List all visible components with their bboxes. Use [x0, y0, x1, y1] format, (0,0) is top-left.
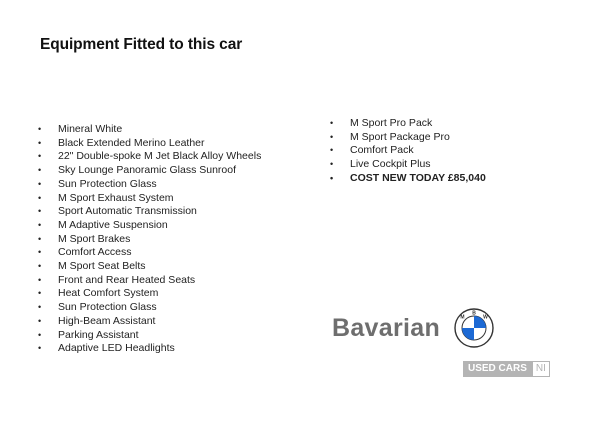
equipment-item-label: Adaptive LED Headlights — [58, 342, 175, 355]
equipment-item-label: M Sport Package Pro — [350, 130, 450, 143]
svg-text:M: M — [460, 314, 465, 321]
badge-region: NI — [532, 361, 550, 377]
bullet-icon: • — [38, 151, 42, 162]
equipment-item-label: High-Beam Assistant — [58, 314, 156, 327]
equipment-item — [330, 131, 486, 145]
equipment-item — [38, 287, 261, 301]
bullet-icon: • — [38, 137, 42, 148]
bullet-icon: • — [38, 274, 42, 285]
equipment-item — [38, 260, 261, 274]
equipment-item-label: M Sport Exhaust System — [58, 191, 174, 204]
equipment-item — [330, 172, 486, 186]
bullet-icon: • — [38, 124, 42, 134]
equipment-item — [38, 329, 261, 343]
svg-text:W: W — [483, 314, 488, 321]
svg-text:B: B — [472, 310, 476, 317]
equipment-item-label: M Sport Pro Pack — [350, 117, 433, 129]
bullet-icon: • — [38, 247, 42, 258]
equipment-item — [38, 137, 261, 151]
bullet-icon: • — [38, 315, 42, 326]
equipment-item-label: COST NEW TODAY £85,040 — [350, 171, 486, 184]
bullet-icon: • — [330, 159, 334, 170]
equipment-item — [38, 246, 261, 260]
equipment-item — [38, 164, 261, 178]
equipment-list-right — [330, 117, 486, 186]
equipment-item-label: Sport Automatic Transmission — [58, 205, 197, 218]
equipment-item-label: 22" Double-spoke M Jet Black Alloy Wheels — [58, 150, 262, 163]
equipment-item — [38, 123, 261, 137]
bullet-icon: • — [38, 343, 42, 354]
equipment-item-label: Heat Comfort System — [58, 287, 159, 300]
bullet-icon: • — [38, 178, 42, 189]
bullet-icon: • — [38, 206, 42, 217]
equipment-item — [38, 342, 261, 356]
equipment-item — [330, 158, 486, 172]
equipment-list-left — [38, 123, 261, 356]
equipment-item-label: M Sport Seat Belts — [58, 260, 146, 273]
equipment-item — [38, 274, 261, 288]
used-cars-badge — [463, 361, 550, 377]
equipment-item — [38, 192, 261, 206]
equipment-item — [330, 117, 486, 131]
equipment-item — [38, 178, 261, 192]
equipment-item-label: Front and Rear Heated Seats — [58, 273, 196, 286]
equipment-item — [38, 315, 261, 329]
bullet-icon: • — [38, 192, 42, 203]
equipment-item-label: Sun Protection Glass — [58, 301, 157, 314]
bullet-icon: • — [330, 131, 334, 142]
equipment-item-label: Comfort Access — [58, 246, 132, 259]
bullet-icon: • — [38, 288, 42, 299]
equipment-item — [38, 150, 261, 164]
bullet-icon: • — [330, 118, 334, 128]
equipment-item-label: Black Extended Merino Leather — [58, 136, 205, 149]
bullet-icon: • — [330, 145, 334, 156]
equipment-item-label: Sun Protection Glass — [58, 177, 157, 190]
equipment-item — [38, 219, 261, 233]
bullet-icon: • — [38, 165, 42, 176]
dealer-logo — [332, 308, 494, 348]
equipment-item — [38, 205, 261, 219]
badge-used-cars: USED CARS — [463, 361, 532, 377]
bullet-icon: • — [38, 219, 42, 230]
equipment-item — [38, 301, 261, 315]
bullet-icon: • — [38, 329, 42, 340]
equipment-item-label: Parking Assistant — [58, 328, 139, 341]
equipment-item-label: M Adaptive Suspension — [58, 218, 168, 231]
bullet-icon: • — [330, 172, 334, 183]
bullet-icon: • — [38, 233, 42, 244]
equipment-item-label: M Sport Brakes — [58, 232, 131, 245]
equipment-item — [38, 233, 261, 247]
page-title: Equipment Fitted to this car — [40, 36, 243, 53]
equipment-item-label: Mineral White — [58, 123, 123, 135]
equipment-item-label: Sky Lounge Panoramic Glass Sunroof — [58, 164, 237, 177]
equipment-item — [330, 144, 486, 158]
equipment-item-label: Live Cockpit Plus — [350, 158, 431, 171]
bmw-logo-icon — [454, 308, 494, 348]
bullet-icon: • — [38, 302, 42, 313]
equipment-item-label: Comfort Pack — [350, 144, 414, 157]
dealer-name: Bavarian — [332, 313, 441, 342]
bullet-icon: • — [38, 261, 42, 272]
